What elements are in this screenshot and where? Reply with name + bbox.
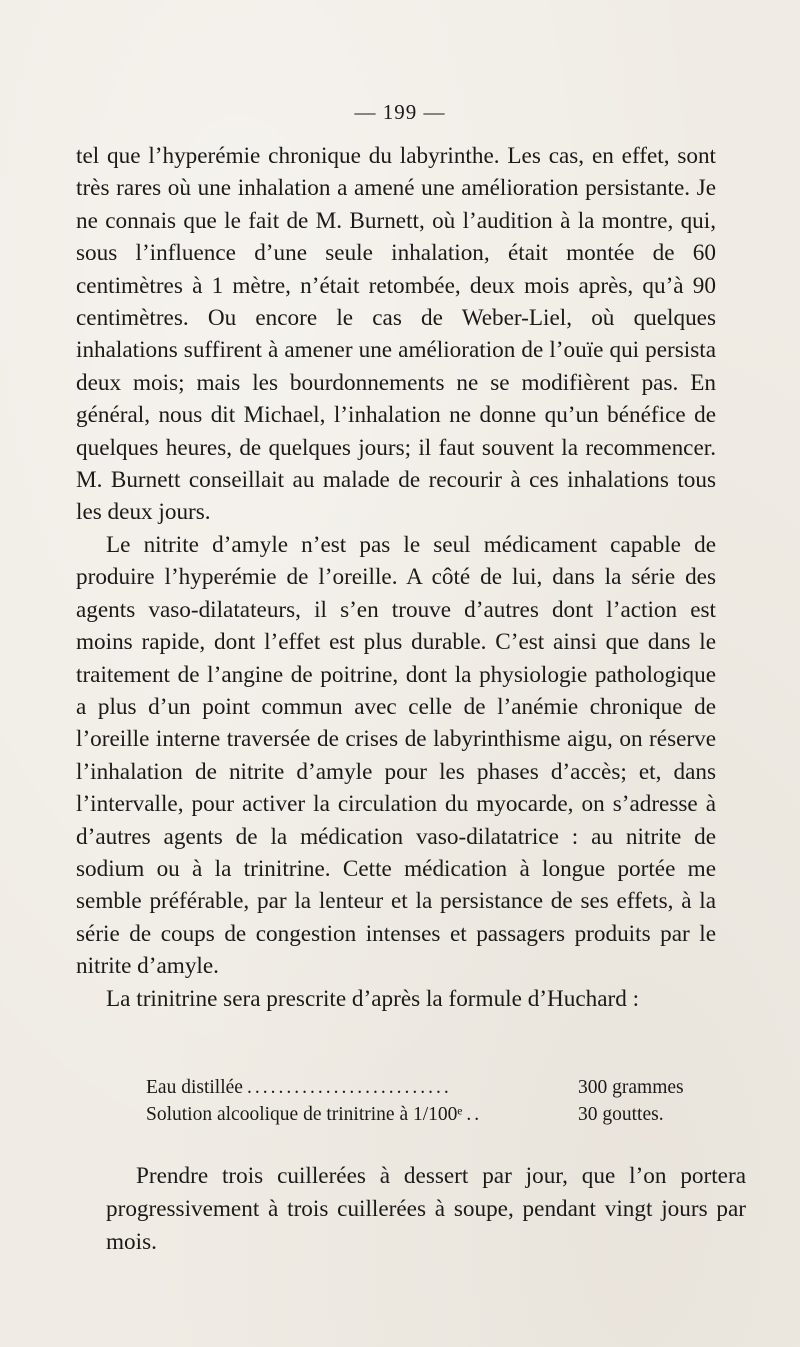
- formula-row: [146, 1074, 706, 1101]
- prescription-formula: [146, 1074, 706, 1128]
- paragraph-2: Le nitrite d’amyle n’est pas le seul médicament capable de produire l’hyperémie de l’oreille. A côté de lui, dans la série des agents vaso-dilatateurs, il s’en trouve d’autres dont l’action est moins rapide, dont l’effet est plus durable. C’est ainsi que dans le traitement de l’angine de poitrine, dont la physiologie pathologique a plus d’un point commun avec celle de l’anémie chronique de l’oreille interne traversée de crises de labyrinthisme aigu, on réserve l’inhalation de nitrite d’amyle pour les phases d’accès; et, dans l’intervalle, pour activer la circulation du myocarde, on s’adresse à d’autres agents de la médication vaso-dilatatrice : au nitrite de sodium ou à la trinitrine. Cette médication à longue portée me semble préférable, par la lenteur et la persistance de ses effets, à la série de coups de congestion intenses et passagers produits par le nitrite d’amyle.: [76, 531, 716, 980]
- paragraph-3: La trinitrine sera prescrite d’après la formule d’Huchard :: [106, 985, 640, 1012]
- formula-row: [146, 1101, 706, 1128]
- formula-quantity: 30 gouttes.: [578, 1104, 664, 1125]
- page-number: — 199 —: [354, 100, 446, 124]
- formula-quantity: 300 grammes: [578, 1077, 684, 1098]
- closing-text: [106, 1160, 746, 1259]
- paragraph-4: Prendre trois cuillerées à dessert par jour, que l’on portera progressivement à trois cuillerées à soupe, pendant vingt jours par mois.: [106, 1163, 746, 1255]
- formula-ingredient: Solution alcoolique de trinitrine à 1/100ᵉ: [146, 1104, 463, 1125]
- dot-leader: ..........................: [246, 1077, 452, 1098]
- main-text: [76, 140, 716, 1015]
- dot-leader: ..: [466, 1104, 483, 1125]
- paragraph-1: tel que l’hyperémie chronique du labyrinthe. Les cas, en effet, sont très rares où une inhalation a amené une amélioration persistante. Je ne connais que le fait de M. Burnett, où l’audition à la montre, qui, sous l’influence d’une seule inhalation, était montée de 60 centimètres à 1 mètre, n’était retombée, deux mois après, qu’à 90 centimètres. Ou encore le cas de Weber-Liel, où quelques inhalations suffirent à amener une amélioration de l’ouïe qui persista deux mois; mais les bourdonnements ne se modifièrent pas. En général, nous dit Michael, l’inhalation ne donne qu’un bénéfice de quelques heures, de quelques jours; il faut souvent la recommencer. M. Burnett conseillait au malade de recourir à ces inhalations tous les deux jours.: [76, 143, 716, 526]
- formula-ingredient: Eau distillée: [146, 1077, 243, 1098]
